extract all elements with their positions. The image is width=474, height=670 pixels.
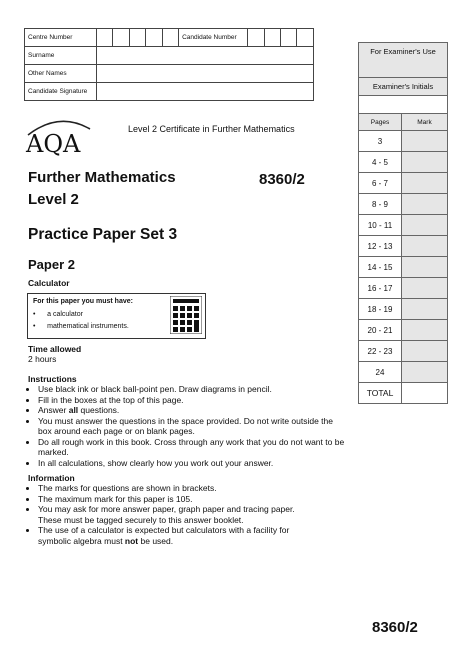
- examiner-row: [359, 320, 448, 341]
- instruction-item: [38, 405, 348, 416]
- materials-title: For this paper you must have:: [33, 298, 133, 305]
- pages-cell: 18 - 19: [359, 299, 402, 320]
- materials-box: [27, 293, 206, 339]
- pages-cell: 8 - 9: [359, 194, 402, 215]
- candidate-number-box[interactable]: [281, 29, 297, 47]
- pages-cell: 24: [359, 362, 402, 383]
- candidate-details-table: [24, 28, 314, 101]
- mark-cell[interactable]: [402, 341, 448, 362]
- certificate-title: Level 2 Certificate in Further Mathematics: [128, 124, 295, 134]
- centre-number-box[interactable]: [96, 29, 112, 47]
- information-section: [28, 473, 308, 546]
- examiner-row: [359, 299, 448, 320]
- centre-number-box[interactable]: [129, 29, 145, 47]
- instructions-list: [28, 384, 348, 468]
- instruction-item: • In all calculations, show clearly how you work out your answer.: [38, 458, 348, 469]
- information-item: [38, 525, 308, 546]
- materials-item-text: a calculator: [47, 311, 83, 318]
- mark-cell[interactable]: [402, 278, 448, 299]
- centre-number-box[interactable]: [162, 29, 178, 47]
- examiner-initials-field[interactable]: [359, 96, 448, 114]
- examiner-row: [359, 278, 448, 299]
- instruction-item: • Fill in the boxes at the top of this page.: [38, 395, 348, 406]
- mark-cell[interactable]: [402, 215, 448, 236]
- mark-cell[interactable]: [402, 257, 448, 278]
- candidate-number-box[interactable]: [297, 29, 314, 47]
- footer-paper-code: 8360/2: [372, 619, 418, 636]
- mark-cell[interactable]: [402, 194, 448, 215]
- instructions-section: [28, 374, 348, 468]
- instruction-text: questions.: [78, 405, 120, 415]
- candidate-number-box[interactable]: [248, 29, 264, 47]
- other-names-field[interactable]: [96, 65, 313, 83]
- paper-title: Paper 2: [28, 257, 75, 272]
- pages-cell: 20 - 21: [359, 320, 402, 341]
- total-label: TOTAL: [359, 383, 402, 404]
- surname-label: Surname: [25, 47, 97, 65]
- pages-column-header: Pages: [359, 114, 402, 131]
- pages-cell: 14 - 15: [359, 257, 402, 278]
- pages-cell: 6 - 7: [359, 173, 402, 194]
- mark-cell[interactable]: [402, 299, 448, 320]
- mark-column-header: Mark: [402, 114, 448, 131]
- examiner-row: [359, 236, 448, 257]
- centre-number-box[interactable]: [146, 29, 162, 47]
- calculator-icon: [170, 296, 202, 334]
- information-item: • The marks for questions are shown in brackets.: [38, 483, 308, 494]
- candidate-number-label: Candidate Number: [179, 29, 248, 47]
- information-item: • The maximum mark for this paper is 105.: [38, 494, 308, 505]
- examiner-use-heading: For Examiner's Use: [359, 43, 448, 78]
- time-allowed-label: Time allowed: [28, 344, 82, 354]
- mark-cell[interactable]: [402, 362, 448, 383]
- mark-cell[interactable]: [402, 131, 448, 152]
- pages-cell: 10 - 11: [359, 215, 402, 236]
- examiner-row: [359, 257, 448, 278]
- examiner-row: [359, 362, 448, 383]
- instructions-title: Instructions: [28, 374, 77, 384]
- materials-item-text: mathematical instruments.: [47, 323, 129, 330]
- centre-number-box[interactable]: [113, 29, 129, 47]
- information-emphasis: not: [124, 535, 139, 546]
- materials-item: • a calculator: [33, 311, 83, 318]
- examiner-row: [359, 215, 448, 236]
- surname-field[interactable]: [96, 47, 313, 65]
- information-title: Information: [28, 473, 75, 483]
- pages-cell: 16 - 17: [359, 278, 402, 299]
- instruction-item: • Do all rough work in this book. Cross through any work that you do not want to be marked.: [38, 437, 348, 458]
- mark-cell[interactable]: [402, 152, 448, 173]
- other-names-label: Other Names: [25, 65, 97, 83]
- examiner-use-table: [358, 42, 448, 404]
- pages-cell: 4 - 5: [359, 152, 402, 173]
- information-list: [28, 483, 308, 546]
- examiner-row: [359, 173, 448, 194]
- examiner-initials-heading: Examiner's Initials: [359, 78, 448, 96]
- calculator-label: Calculator: [28, 278, 70, 288]
- information-text: The use of a calculator is expected but calculators with a facility for symbolic algebra must: [38, 525, 290, 546]
- aqa-logo: [24, 115, 94, 159]
- instruction-item: • You must answer the questions in the space provided. Do not write outside the box around each page or on blank pages.: [38, 416, 348, 437]
- examiner-row: [359, 341, 448, 362]
- pages-cell: 12 - 13: [359, 236, 402, 257]
- centre-number-label: Centre Number: [25, 29, 97, 47]
- time-allowed-value: 2 hours: [28, 354, 57, 364]
- subject-title: Further Mathematics: [28, 169, 176, 186]
- examiner-rows: [359, 131, 448, 383]
- candidate-signature-field[interactable]: [96, 83, 313, 101]
- paper-code: 8360/2: [259, 171, 305, 188]
- instruction-text: Answer: [38, 405, 69, 415]
- pages-cell: 3: [359, 131, 402, 152]
- materials-item: • mathematical instruments.: [33, 323, 129, 330]
- examiner-row: [359, 131, 448, 152]
- level-title: Level 2: [28, 191, 79, 208]
- logo-text: AQA: [26, 130, 81, 158]
- instruction-emphasis: all: [68, 405, 79, 415]
- candidate-signature-label: Candidate Signature: [25, 83, 97, 101]
- mark-cell[interactable]: [402, 320, 448, 341]
- instruction-item: • Use black ink or black ball-point pen. Draw diagrams in pencil.: [38, 384, 348, 395]
- information-text: be used.: [138, 535, 174, 546]
- pages-cell: 22 - 23: [359, 341, 402, 362]
- examiner-row: [359, 152, 448, 173]
- mark-cell[interactable]: [402, 236, 448, 257]
- information-item: • You may ask for more answer paper, graph paper and tracing paper. These must be tagged securely to this answer booklet.: [38, 504, 308, 525]
- mark-cell[interactable]: [402, 173, 448, 194]
- candidate-number-box[interactable]: [264, 29, 280, 47]
- paper-set-title: Practice Paper Set 3: [28, 226, 178, 243]
- examiner-row: [359, 194, 448, 215]
- total-mark-cell[interactable]: [402, 383, 448, 404]
